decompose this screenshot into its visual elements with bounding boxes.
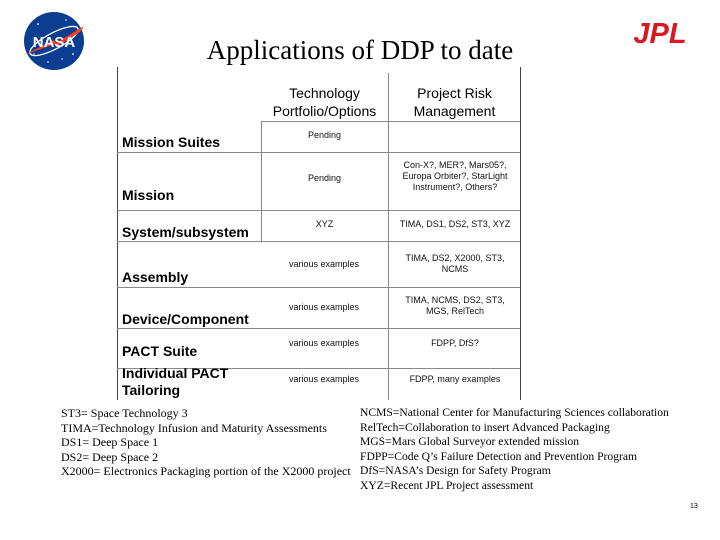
note-item: X2000= Electronics Packaging portion of the X2000 project bbox=[61, 464, 351, 478]
cell-technology-mission-suites: Pending bbox=[307, 130, 342, 140]
row-label-individual-pact-tailoring: Individual PACT Tailoring bbox=[122, 365, 229, 398]
cell-technology-pact-tailoring: various examples bbox=[289, 374, 360, 384]
row-divider bbox=[117, 241, 520, 242]
note-item: DS1= Deep Space 1 bbox=[61, 435, 159, 449]
jpl-logo bbox=[622, 18, 698, 46]
notes-left bbox=[61, 406, 351, 479]
table-left-border bbox=[117, 67, 118, 400]
note-item: ST3= Space Technology 3 bbox=[61, 406, 188, 420]
cell-risk-pact-suite: FDPP, DfS? bbox=[431, 338, 479, 348]
cell-risk-pact-tailoring: FDPP, many examples bbox=[409, 374, 501, 384]
ddp-applications-table bbox=[117, 67, 521, 400]
note-item: TIMA=Technology Infusion and Maturity Assessments bbox=[61, 420, 327, 435]
row-label-assembly: Assembly bbox=[122, 269, 189, 285]
table-right-border bbox=[520, 67, 521, 400]
note-item: DS2= Deep Space 2 bbox=[61, 449, 159, 464]
cell-technology-pact-suite: various examples bbox=[289, 338, 360, 348]
column-header-technology: Technology Portfolio/Options bbox=[272, 85, 377, 119]
cell-technology-mission: Pending bbox=[307, 173, 342, 183]
cell-risk-device: TIMA, NCMS, DS2, ST3, MGS, RelTech bbox=[405, 295, 505, 316]
note-item: DfS=NASA’s Design for Safety Program bbox=[360, 464, 551, 477]
note-item: FDPP=Code Q’s Failure Detection and Prevention Program bbox=[360, 449, 638, 463]
note-item: XYZ=Recent JPL Project assessment bbox=[360, 478, 534, 492]
nasa-logo-text: NASA bbox=[32, 34, 76, 51]
slide-title: Applications of DDP to date bbox=[206, 35, 514, 65]
row-label-device-component: Device/Component bbox=[122, 311, 249, 327]
cell-technology-assembly: various examples bbox=[289, 259, 360, 269]
cell-technology-device: various examples bbox=[289, 302, 360, 312]
cell-risk-mission: Con-X?, MER?, Mars05?, Europa Orbiter?, StarLight Instrument?, Others? bbox=[402, 160, 508, 192]
row-divider bbox=[117, 152, 520, 153]
header-underline bbox=[261, 121, 520, 122]
row-label-system-subsystem: System/subsystem bbox=[122, 224, 249, 240]
cell-risk-system: TIMA, DS1, DS2, ST3, XYZ bbox=[399, 219, 511, 229]
notes-right bbox=[360, 406, 669, 493]
row-label-mission-suites: Mission Suites bbox=[122, 134, 221, 150]
row-divider bbox=[117, 287, 520, 288]
row-label-pact-suite: PACT Suite bbox=[122, 343, 198, 359]
note-item: NCMS=National Center for Manufacturing Sciences collaboration bbox=[360, 406, 669, 419]
row-divider bbox=[117, 210, 520, 211]
column-divider-risk bbox=[388, 73, 389, 400]
page-number: 13 bbox=[690, 503, 698, 510]
row-divider bbox=[117, 328, 520, 329]
nasa-logo bbox=[18, 10, 90, 72]
note-item: MGS=Mars Global Surveyor extended mission bbox=[360, 435, 580, 448]
column-header-risk: Project Risk Management bbox=[413, 85, 496, 119]
note-item: RelTech=Collaboration to insert Advanced Packaging bbox=[360, 420, 610, 434]
jpl-logo-text: JPL bbox=[633, 18, 687, 46]
row-label-mission: Mission bbox=[122, 187, 175, 203]
cell-technology-system: XYZ bbox=[315, 219, 334, 229]
cell-risk-assembly: TIMA, DS2, X2000, ST3, NCMS bbox=[405, 253, 505, 274]
